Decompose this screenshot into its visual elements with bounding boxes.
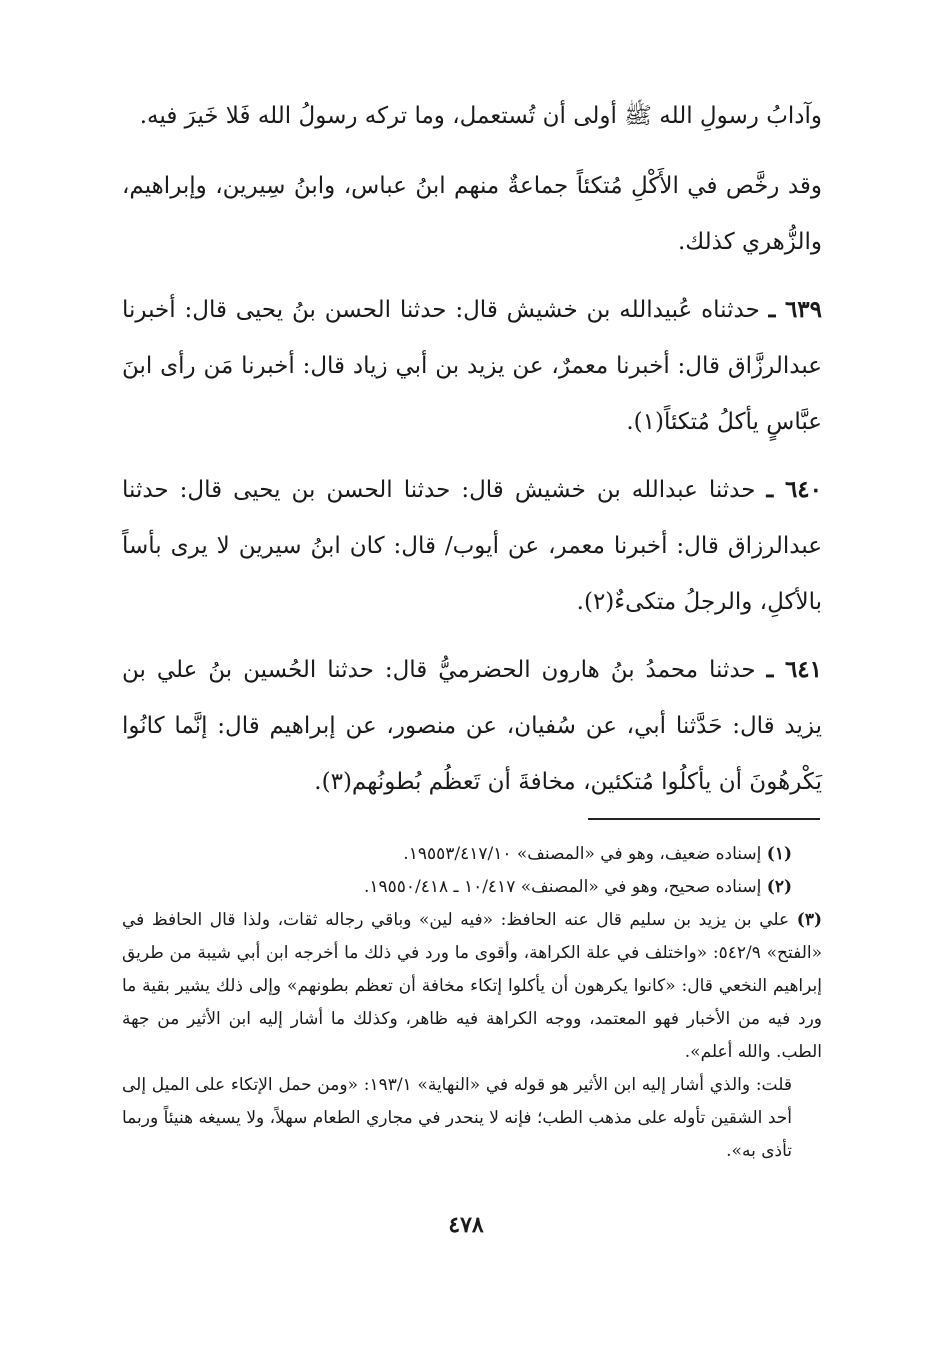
footnote-3: [122, 904, 822, 1069]
hadith-number: ٦٤٠ ـ: [766, 476, 823, 503]
page-number: ٤٧٨: [448, 1212, 484, 1238]
footnote-mark: (٣): [796, 910, 823, 930]
footnote-text: إسناده ضعيف، وهو في «المصنف» ١٩٥٥٣/٤١٧/١٠.: [403, 844, 762, 864]
footnote-2: [122, 871, 822, 904]
footnote-mark: (٢): [766, 877, 792, 897]
hadith-number: ٦٣٩ ـ: [768, 296, 822, 323]
hadith-639: [122, 282, 822, 450]
hadith-number: ٦٤١ ـ: [766, 656, 823, 683]
hadith-640: [122, 462, 822, 630]
paragraph-rukhsa: وقد رخَّص في الأَكْلِ مُتكئاً جماعةٌ منهم ابنُ عباس، وابنُ سِيرين، وإبراهيم، والزُّهري كذلك.: [122, 173, 822, 255]
footnote-1: [122, 838, 822, 871]
paragraph-adab: وآدابُ رسولِ الله ﷺ أولى أن تُستعمل، وما تركه رسولُ الله فَلا خَيرَ فيه.: [139, 103, 822, 129]
hadith-text: حدثناه عُبيدالله بن خشيش قال: حدثنا الحسن بنُ يحيى قال: أخبرنا عبدالرزَّاق قال: أخبرنا معمرٌ، عن يزيد بن أبي زياد قال: أخبرنا مَن رأى ابنَ عبَّاسٍ يأكلُ مُتكئاً(١).: [122, 297, 822, 435]
footnotes: [122, 838, 822, 1168]
footnote-text: علي بن يزيد بن سليم قال عنه الحافظ: «فيه لين» وباقي رجاله ثقات، ولذا قال الحافظ في «الفتح» ٥٤٢/٩: «واختلف في علة الكراهة، وأقوى ما ورد في ذلك ما أخرجه ابن أبي شيبة من طريق إبراهيم النخعي قال: «كانوا يكرهون أن يأكلوا إتكاء مخافة أن تعظم بطونهم» وإلى ذلك يشير بقية ما ورد فيه من الأخبار فهو المعتمد، ووجه الكراهة فيه ظاهر، وكذلك ما أشار إليه ابن الأثير من جهة الطب. والله أعلم».: [122, 910, 822, 1062]
footnote-mark: (١): [766, 844, 792, 864]
footnote-text: إسناده صحيح، وهو في «المصنف» ١٠/٤١٧ ـ ١٩٥٥٠/٤١٨.: [363, 877, 762, 897]
footnote-separator: [588, 818, 820, 820]
hadith-text: حدثنا عبدالله بن خشيش قال: حدثنا الحسن بن يحيى قال: حدثنا عبدالرزاق قال: أخبرنا معمر، عن أيوب/ قال: كان ابنُ سيرين لا يرى بأساً بالأكلِ، والرجلُ متكىءٌ(٢).: [122, 477, 822, 615]
hadith-text: حدثنا محمدُ بنُ هارون الحضرميُّ قال: حدثنا الحُسين بنُ علي بن يزيد قال: حَدَّثنا أبي، عن سُفيان، عن منصور، عن إبراهيم قال: إنَّما كانُوا يَكْرهُونَ أن يأكلُوا مُتكئين، مخافةَ أن تَعظُم بُطونُهم(٣).: [122, 657, 822, 795]
main-text: [122, 88, 822, 822]
footnote-3-continuation: قلت: والذي أشار إليه ابن الأثير هو قوله في «النهاية» ١٩٣/١: «ومن حمل الإتكاء على الميل إلى أحد الشقين تأوله على مذهب الطب؛ فإنه لا ينحدر في مجاري الطعام سهلاً، ولا يسيغه هنيئاً وربما تأذى به».: [122, 1075, 792, 1161]
hadith-641: [122, 642, 822, 810]
